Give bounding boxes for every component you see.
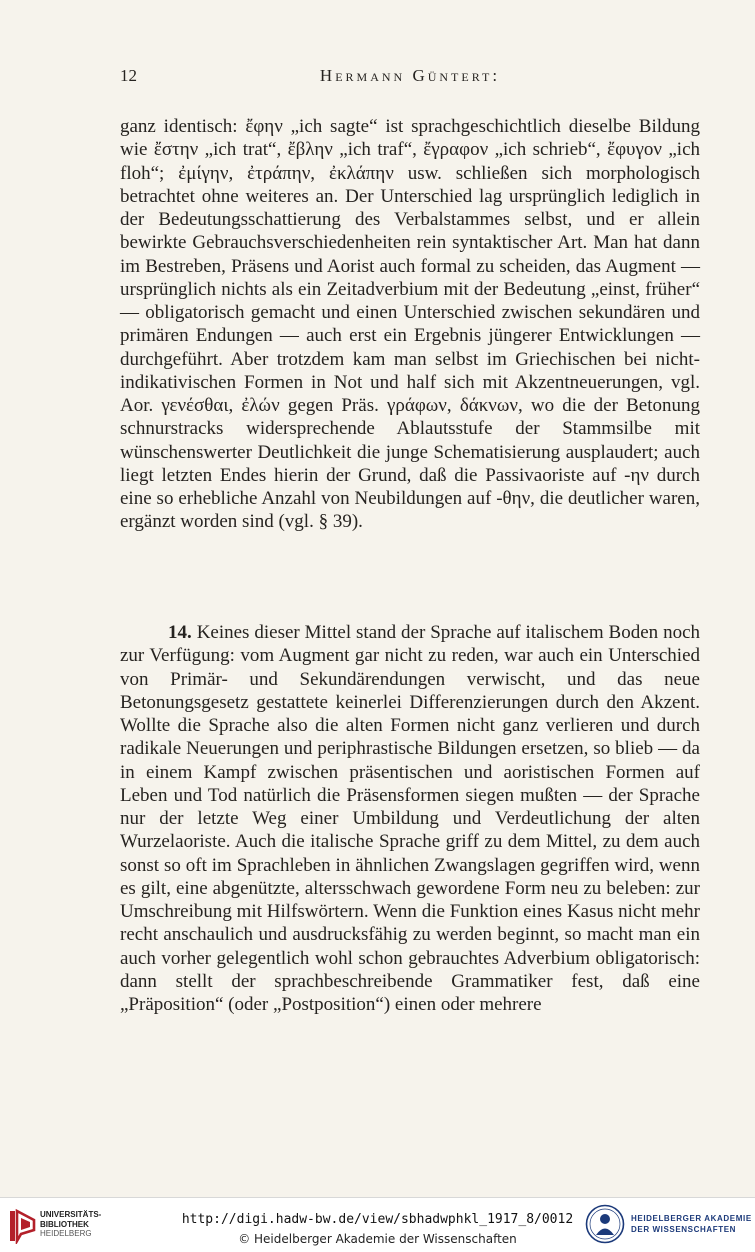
paragraph-1: ganz identisch: ἔφην „ich sagte“ ist sprachgeschichtlich dieselbe Bildung wie ἔστην „ich trat“, ἔβλην „ich traf“, ἔγραφον „ich schrieb“, ἔφυγον „ich floh“; ἐμίγην, ἐτράπην, ἐκλάπην usw. schließen sich morphologisch betrachtet ohne weiteres an. Der Unterschied lag ursprünglich lediglich in der Bedeutungsschattierung des Verbalstammes selbst, und er allein bewirkte Gebrauchsverschiedenheiten rein syntaktischer Art. Man hat dann im Bestreben, Präsens und Aorist auch formal zu scheiden, das Augment — ursprünglich nichts als ein Zeitadverbium mit der Bedeutung „einst, früher“ — obligatorisch gemacht und einen Unterschied zwischen sekundären und primären Endungen — auch erst ein Ergebnis jüngerer Entwicklungen — durchgeführt. Aber trotzdem kam man selbst im Griechischen bei nicht-indikativischen Formen in Not und half sich mit Akzentneuerungen, vgl. Aor. γενέσθαι, ἐλών gegen Präs. γράφων, δάκνων, wo die der Betonung schnurstracks widersprechende Ablautsstufe der Stammsilbe mit wünschenswerter Deutlichkeit die junge Schematisierung ausplaudert; auch liegt letzten Endes hierin der Grund, daß die Passivaoriste auf -ην durch eine so erhebliche Anzahl von Neubildungen auf -θην, die deutlicher waren, ergänzt worden sind (vgl. § 39). xyxy=(120,116,700,533)
library-line-2: BIBLIOTHEK xyxy=(40,1219,89,1229)
academy-seal-icon[interactable] xyxy=(585,1204,625,1244)
copyright-notice: © Heidelberger Akademie der Wissenschaften xyxy=(238,1232,517,1246)
section-number: 14. xyxy=(168,622,192,643)
academy-line-1: HEIDELBERGER AKADEMIE xyxy=(631,1214,752,1223)
academy-line-2: DER WISSENSCHAFTEN xyxy=(631,1225,737,1234)
library-line-3: HEIDELBERG xyxy=(40,1229,92,1238)
paragraph-2 xyxy=(120,621,700,1016)
digitization-footer xyxy=(0,1197,755,1252)
academy-name[interactable] xyxy=(631,1213,752,1235)
library-line-1: UNIVERSITÄTS- xyxy=(40,1210,102,1219)
page-number: 12 xyxy=(120,66,137,85)
paragraph-2-text: Keines dieser Mittel stand der Sprache auf italischem Boden noch zur Verfügung: vom Augment gar nicht zu reden, war auch ein Unterschied von Primär- und Sekundärendungen verwischt, und das neue Betonungsgesetz gestattete keinerlei Differenzierungen durch den Akzent. Wollte die Sprache also die alten Formen nicht ganz verlieren und durch radikale Neuerungen und periphrastische Bildungen ersetzen, so blieb — da in einem Kampf zwischen präsentischen und aoristischen Formen auf Leben und Tod natürlich die Präsensformen siegen mußten — der Sprache nur der letzte Weg einer Umbildung und Verdeutlichung der alten Wurzelaoriste. Auch die italische Sprache griff zu dem Mittel, zu dem auch sonst so oft im Sprachleben in ähnlichen Zwangslagen gegriffen wird, wenn es gilt, eine abgenützte, altersschwach gewordene Form neu zu beleben: zur Umschreibung mit Hilfswörtern. Wenn die Funktion eines Kasus nicht mehr recht anschaulich und ausdrucksfähig zu werden beginnt, so macht man ein auch vorher gelegentlich wohl schon gebrauchtes Adverbium obligatorisch: dann stellt der sprachbeschreibende Grammatiker fest, daß eine „Präposition“ (oder „Postposition“) einen oder mehrere xyxy=(120,622,701,1015)
running-header xyxy=(120,66,700,92)
permalink-url[interactable]: http://digi.hadw-bw.de/view/sbhadwphkl_1917_8/0012 xyxy=(181,1212,574,1227)
running-title: Hermann Güntert: xyxy=(319,66,501,85)
